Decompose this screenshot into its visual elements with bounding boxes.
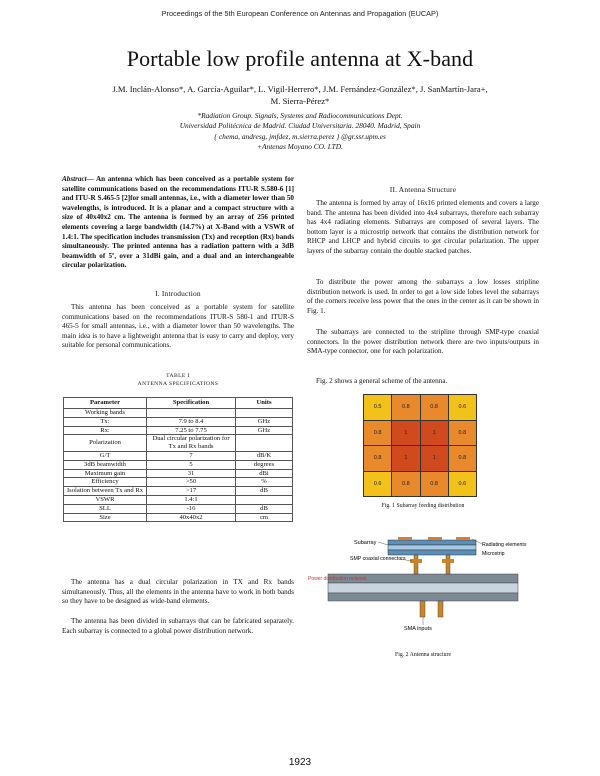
grid-cell: 1 — [421, 446, 448, 471]
table-cell: G/T — [64, 451, 147, 460]
table-cell: VSWR — [64, 495, 147, 504]
label-power-distribution: Power distribution network — [308, 576, 367, 582]
grid-cell: 0.8 — [421, 395, 448, 420]
grid-cell: 0.8 — [392, 472, 419, 497]
table-cell: SLL — [64, 504, 147, 513]
spec-table-wrapper — [63, 397, 293, 522]
label-subarray: Subarray — [354, 540, 377, 546]
table-cell — [147, 409, 236, 418]
table-cell: >50 — [147, 478, 236, 487]
structure-p3-text: The subarrays are connected to the stripline through SMP-type coaxial connectors. In the power distribution network there are two inputs/outputs in SMA-type connector, one for each polarization. — [307, 328, 539, 356]
intro-paragraph-3 — [62, 617, 294, 636]
authors-line-2: M. Sierra-Pérez* — [270, 96, 330, 106]
section-heading-structure: II. Antenna Structure — [389, 185, 457, 194]
table-row — [64, 469, 293, 478]
table-row — [64, 460, 293, 469]
grid-cell: 0.8 — [392, 395, 419, 420]
table-cell: 40x40x2 — [147, 513, 236, 522]
table-row — [64, 417, 293, 426]
smp-connector — [414, 555, 418, 574]
table-cell: dBi — [236, 469, 293, 478]
table-row — [64, 426, 293, 435]
table-row — [64, 513, 293, 522]
section-heading-introduction: I. Introduction — [155, 289, 201, 298]
radiating-patch — [456, 537, 470, 540]
table-cell: 7.25 to 7.75 — [147, 426, 236, 435]
table-cell: GHz — [236, 426, 293, 435]
fig1-caption: Fig. 1 Subarray feeding distribution — [381, 503, 465, 509]
label-smp-connectors: SMP coaxial connectors — [350, 556, 406, 562]
table-header-cell: Parameter — [64, 398, 147, 409]
structure-paragraph-3 — [307, 328, 539, 357]
table-cell: Tx: — [64, 417, 147, 426]
table-header-row — [64, 398, 293, 409]
table-cell: Polarization — [64, 435, 147, 452]
table-row — [64, 451, 293, 460]
table-cell: >17 — [147, 487, 236, 496]
subarray-bottom-layer — [388, 550, 476, 555]
table-cell: Rx: — [64, 426, 147, 435]
label-microstrip: Microstrip — [482, 551, 505, 557]
table-cell: 31 — [147, 469, 236, 478]
structure-p2-text: To distribute the power among the subarrays a low losses stripline distribution network is used. In order to get a low side lobes level the subarrays of the corners receive less power that the ones in the center as it can be shown in Fig. 1. — [307, 278, 539, 315]
table-cell: GHz — [236, 417, 293, 426]
table-header-cell: Units — [236, 398, 293, 409]
table-cell: % — [236, 478, 293, 487]
table-cell: Efficiency — [64, 478, 147, 487]
grid-cell: 1 — [421, 421, 448, 446]
table-cell: 7.9 to 8.4 — [147, 417, 236, 426]
table-cell — [236, 435, 293, 452]
table-title: ANTENNA SPECIFICATIONS — [137, 380, 219, 387]
label-radiating-elements: Radiating elements — [482, 542, 527, 548]
intro-paragraph-1 — [62, 303, 294, 351]
author-list — [60, 83, 540, 107]
table-cell: cm — [236, 513, 293, 522]
affiliation-line-1: *Radiation Group. Signals, Systems and Radiocommunications Dept. — [197, 111, 403, 120]
table-cell: 5 — [147, 460, 236, 469]
intro-paragraph-2 — [62, 578, 294, 607]
table-row — [64, 478, 293, 487]
affiliation-line-4: +Antenas Moyano CO. LTD. — [257, 142, 343, 152]
table-number: TABLE I — [166, 373, 190, 379]
table-cell: dB/K — [236, 451, 293, 460]
table-cell: dB — [236, 504, 293, 513]
grid-cell: 0.6 — [449, 472, 476, 497]
grid-cell: 1 — [392, 446, 419, 471]
grid-cell: 0.8 — [421, 472, 448, 497]
fig2-caption: Fig. 2 Antenna structure — [394, 652, 452, 658]
stripline-layer-bottom — [328, 593, 518, 601]
conference-header: Proceedings of the 5th European Conference on Antennas and Propagation (EUCAP) — [161, 9, 439, 18]
grid-cell: 1 — [392, 421, 419, 446]
abstract-label: Abstract— — [62, 175, 94, 183]
spec-table — [63, 397, 293, 522]
affiliation-emails: { chema, andresg, jmfdez, m.sierra.perez } @gr.ssr.upm.es — [214, 131, 386, 141]
table-cell: Maximum gain — [64, 469, 147, 478]
connector-flange — [442, 559, 454, 563]
table-cell: 7 — [147, 451, 236, 460]
table-cell: 3dB beamwidth — [64, 460, 147, 469]
grid-cell: 0.8 — [364, 421, 391, 446]
radiating-patch — [398, 537, 412, 540]
subarray-top-layer — [388, 540, 476, 545]
intro-p1-text: This antenna has been conceived as a portable system for satellite communications based on the recommendations ITUR-S 580-1 and ITUR-S 465-5 for small antennas, i.e., with a diameter lower than 50 wavelengths. The main idea is to have a lightweight antenna that is easy to carry and deploy, very suitable for personal communications. — [62, 303, 294, 350]
page-number: 1923 — [288, 757, 312, 768]
grid-cell: 0.8 — [449, 421, 476, 446]
table-cell: 1.4:1 — [147, 495, 236, 504]
grid-cell: 0.8 — [364, 446, 391, 471]
table-row — [64, 504, 293, 513]
table-cell: Isolation between Tx and Rx — [64, 487, 147, 496]
grid-cell: 0.5 — [364, 395, 391, 420]
abstract — [62, 175, 294, 271]
table-row — [64, 409, 293, 418]
table-caption — [62, 373, 294, 388]
label-sma-inputs: SMA inputs — [404, 626, 432, 632]
power-distribution-layer — [328, 583, 518, 593]
subarray-feeding-grid — [363, 394, 477, 497]
grid-cell: 0.6 — [449, 395, 476, 420]
radiating-patch — [428, 537, 442, 540]
structure-paragraph-4 — [307, 377, 539, 387]
table-row — [64, 495, 293, 504]
table-cell: dB — [236, 487, 293, 496]
table-header-cell: Specification — [147, 398, 236, 409]
table-cell — [236, 495, 293, 504]
structure-p1-text: The antenna is formed by array of 16x16 printed elements and covers a large band. The antenna has been divided into 4x4 subarrays, therefore each subarray has 4x4 radiating elements. Subarrays are composed of several layers. The bottom layer is a microstrip network that contains the distribution network for RHCP and LHCP and hybrid circuits to get circular polarization. The upper layers of the subarray contain the double stacked patches. — [307, 199, 539, 255]
abstract-text: An antenna which has been conceived as a portable system for satellite communications based on the recommendations ITU-R S.580-6 [1] and ITU-R S.465-5 [2]for small antennas, i.e., with a diameter lower than 50 wavelengths, is introduced. It is a planar and a compact structure with a size of 40x40x2 cm. The antenna is formed by an array of 256 printed elements covering a large bandwidth (14.7%) at X-Band with a VSWR of 1.4:1. The specification includes transmission (Tx) and reception (Rx) bands simultaneously. The printed antenna has a radiation pattern with a 3dB beamwidth of 5º, over a 31dBi gain, and a dual and an interchangeable circular polarization. — [62, 175, 294, 270]
structure-paragraph-2 — [307, 278, 539, 316]
affiliations — [100, 111, 500, 153]
grid-cell: 0.8 — [449, 446, 476, 471]
intro-p2-text: The antenna has a dual circular polarization in TX and Rx bands simultaneously. Thus, all the elements in the antenna have to work in both bands so they have to be designed as wide-band elements. — [62, 578, 294, 606]
subarray-middle-layer — [388, 545, 476, 550]
antenna-structure-diagram — [306, 528, 540, 648]
intro-p3-text: The antenna has been divided in subarrays that can be fabricated separately. Each subarray is connected to a global power distribution network. — [62, 617, 294, 635]
table-cell: Dual circular polarization for Tx and Rx bands — [147, 435, 236, 452]
sma-input — [438, 601, 443, 617]
table-cell: Size — [64, 513, 147, 522]
smp-connector — [446, 555, 450, 574]
table-cell: Working bands — [64, 409, 147, 418]
table-cell — [236, 409, 293, 418]
table-row — [64, 435, 293, 452]
sma-input — [420, 601, 425, 617]
authors-line-1: J.M. Inclán-Alonso*, A. García-Aguilar*, L. Vigil-Herrero*, J.M. Fernández-González*, J. SanMartín-Jara+, — [112, 84, 488, 94]
grid-cell: 0.6 — [364, 472, 391, 497]
paper-title: Portable low profile antenna at X-band — [126, 46, 474, 71]
structure-p4-text: Fig. 2 shows a general scheme of the antenna. — [316, 377, 448, 385]
structure-paragraph-1 — [307, 199, 539, 257]
table-cell: degrees — [236, 460, 293, 469]
table-row — [64, 487, 293, 496]
table-cell: -16 — [147, 504, 236, 513]
affiliation-line-2: Universidad Politécnica de Madrid. Ciudad Universitaria. 28040. Madrid, Spain — [179, 121, 421, 131]
